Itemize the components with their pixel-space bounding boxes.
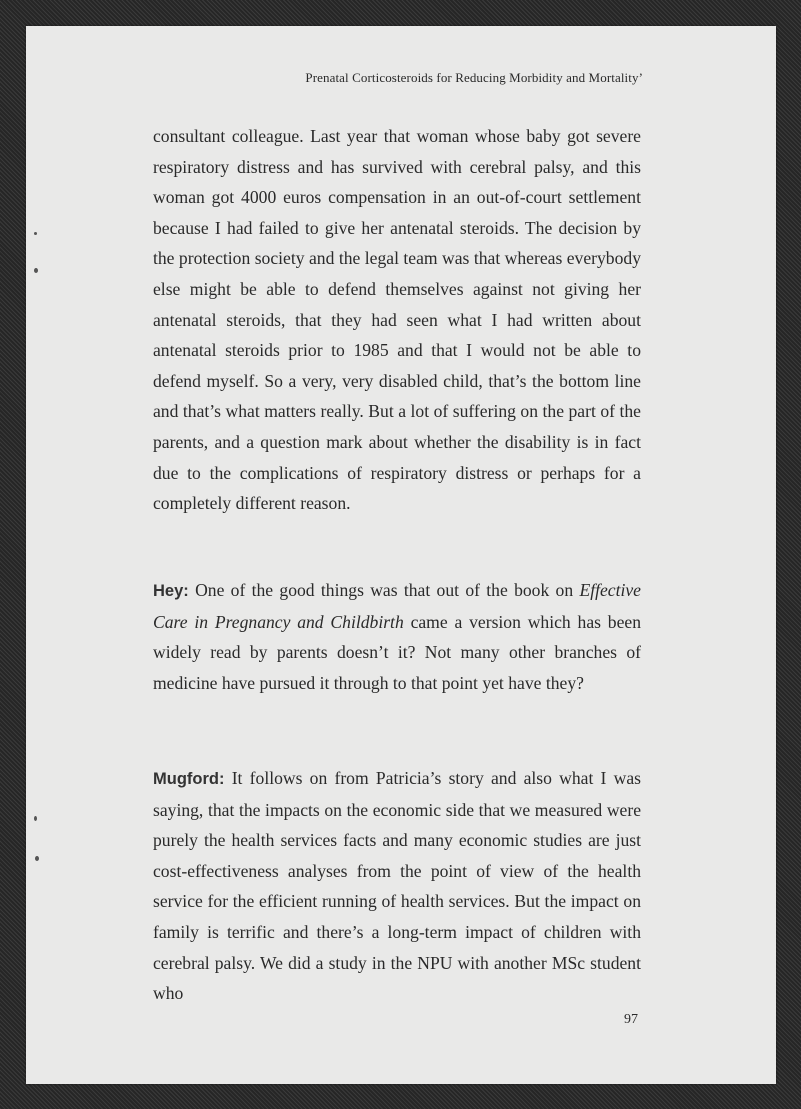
speaker-mugford: Mugford: — [153, 770, 225, 788]
page-number: 97 — [624, 1012, 638, 1027]
paragraph-1: consultant colleague. Last year that woman whose baby got severe respiratory distress and has survived with cerebral palsy, and this woman got 4000 euros compensation in an out-of-court settlement because I had failed to give her antenatal steroids. The decision by the protection society and the legal team was that whereas everybody else might be able to defend themselves against not giving her antenatal steroids, that they had seen what I had written about antenatal steroids prior to 1985 and that I would not be able to defend myself. So a very, very disabled child, that’s the bottom line and that’s what matters really. But a lot of suffering on the part of the parents, and a question mark about whether the disability is in fact due to the complications of respiratory distress or perhaps for a completely different reason. — [153, 126, 641, 514]
margin-mark — [34, 268, 38, 273]
paragraph-2 — [153, 575, 641, 698]
paragraph-2-text-before: One of the good things was that out of the book on — [188, 580, 580, 600]
paragraph-3-text: It follows on from Patricia’s story and also what I was saying, that the impacts on the economic side that we measured were purely the health services facts and many economic studies are just cost-effectiveness analyses from the point of view of the health service for the efficient running of health services. But the impact on family is terrific and there’s a long-term impact of children with cerebral palsy. We did a study in the NPU with another MSc student who — [153, 768, 641, 1004]
document-page — [26, 26, 776, 1084]
speaker-hey: Hey: — [153, 582, 189, 600]
margin-mark — [34, 816, 37, 821]
paragraph-3 — [153, 763, 641, 1009]
margin-mark — [34, 232, 37, 235]
margin-mark — [35, 856, 39, 861]
running-header: Prenatal Corticosteroids for Reducing Morbidity and Mortality’ — [305, 70, 643, 85]
paragraph-2-text-after: came a version which has been widely read by parents doesn’t it? Not many other branches of medicine have pursued it through to that point yet have they? — [153, 611, 641, 693]
book-title: Effective Care in Pregnancy and Childbirth — [153, 580, 641, 632]
